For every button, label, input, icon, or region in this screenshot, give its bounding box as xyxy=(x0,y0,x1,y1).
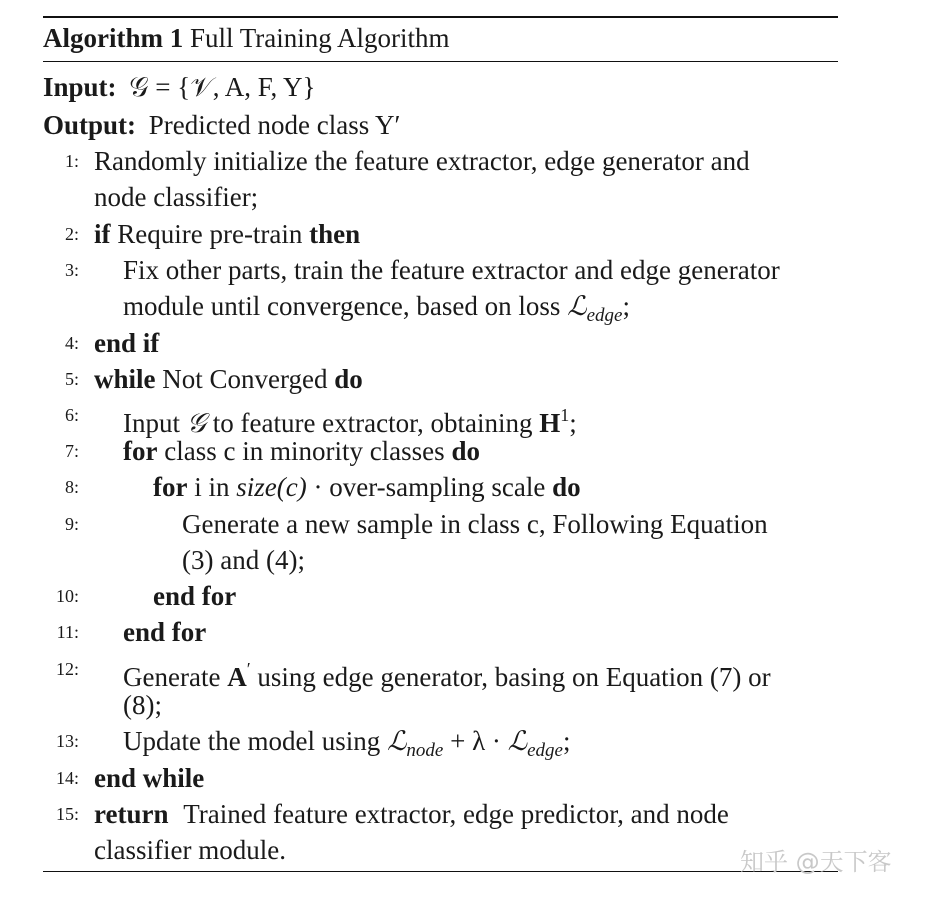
step-text xyxy=(94,216,360,252)
step-text: module until convergence, based on loss ℒ$_{edge}$; xyxy=(123,291,630,326)
graph-symbol: 𝒢 xyxy=(186,408,206,439)
step-text: return Trained feature extractor, edge predictor, and node xyxy=(94,799,729,829)
keyword: end for xyxy=(123,617,207,647)
line-number: 1: xyxy=(64,151,79,171)
step-text: Update the model using ℒ$_{node}$ + λ · ℒ$_{edge}$; xyxy=(123,726,571,761)
loss-subscript: edge xyxy=(586,305,623,326)
keyword: do xyxy=(334,364,363,394)
input-label: Input: xyxy=(43,72,117,102)
step-text xyxy=(94,325,159,361)
line-number: 10: xyxy=(55,586,79,606)
step-text xyxy=(123,614,206,650)
algorithm-label: Algorithm 1 xyxy=(43,23,184,53)
size-function: size xyxy=(236,472,277,502)
line-number: 2: xyxy=(64,224,79,244)
line-number: 12: xyxy=(55,659,79,679)
output-value: Predicted node class Y′ xyxy=(148,110,401,140)
condition: class c in minority classes xyxy=(164,436,445,466)
keyword: return xyxy=(94,799,169,829)
keyword: then xyxy=(309,219,361,249)
keyword: for xyxy=(123,436,158,466)
input-value: 𝒢 = {𝒱, A, F, Y} xyxy=(129,72,316,102)
loss-symbol: ℒ xyxy=(386,726,407,757)
line-number: 7: xyxy=(64,441,79,461)
loss-subscript: node xyxy=(406,740,444,761)
step-text: for i in size(c) · over-sampling scale do xyxy=(153,472,581,502)
watermark: 知乎 @天下客 xyxy=(740,848,892,876)
line-number: 6: xyxy=(64,405,79,425)
step-text xyxy=(153,578,236,614)
keyword: end if xyxy=(94,328,160,358)
operator: + λ · xyxy=(450,726,501,756)
bottom-rule xyxy=(43,871,838,872)
condition: Not Converged xyxy=(162,364,328,394)
step-text: Generate A′ using edge generator, basing on Equation (7) or xyxy=(123,659,771,692)
line-number: 3: xyxy=(64,260,79,280)
step-text: Input 𝒢 to feature extractor, obtaining $H^1$; xyxy=(123,405,577,439)
step-text xyxy=(94,361,363,397)
step-text: (3) and (4); xyxy=(182,545,305,575)
keyword: end for xyxy=(153,581,237,611)
step-text: Fix other parts, train the feature extractor and edge generator xyxy=(123,255,780,285)
step-text: (8); xyxy=(123,690,162,720)
keyword: for xyxy=(153,472,188,502)
step-text: Randomly initialize the feature extractor, edge generator and xyxy=(94,146,750,176)
loss-subscript: edge xyxy=(527,740,563,761)
h-superscript: 1 xyxy=(560,405,570,425)
output-label: Output: xyxy=(43,110,137,140)
line-number: 15: xyxy=(55,804,79,824)
input-line xyxy=(43,69,316,105)
loss-symbol: ℒ xyxy=(507,726,528,757)
keyword: if xyxy=(94,219,111,249)
output-line xyxy=(43,107,400,143)
step-text xyxy=(94,760,204,796)
line-number: 8: xyxy=(64,477,79,497)
line-number: 9: xyxy=(64,514,79,534)
a-prime: ′ xyxy=(246,659,251,679)
algorithm-title xyxy=(43,20,450,56)
algorithm-name: Full Training Algorithm xyxy=(189,23,450,53)
line-number: 14: xyxy=(55,768,79,788)
step-text: node classifier; xyxy=(94,182,259,212)
step-text: Generate a new sample in class c, Following Equation xyxy=(182,509,768,539)
line-number: 5: xyxy=(64,369,79,389)
line-number: 11: xyxy=(56,622,79,642)
keyword: do xyxy=(552,472,581,502)
title-rule xyxy=(43,61,838,62)
step-text xyxy=(123,433,480,469)
top-rule xyxy=(43,16,838,18)
loss-symbol: ℒ xyxy=(567,291,587,322)
h-symbol: H xyxy=(539,408,561,438)
a-symbol: A xyxy=(227,662,247,692)
line-number: 4: xyxy=(64,333,79,353)
condition: Require pre-train xyxy=(117,219,303,249)
keyword: do xyxy=(451,436,480,466)
keyword: end while xyxy=(94,763,205,793)
keyword: while xyxy=(94,364,156,394)
line-number: 13: xyxy=(55,731,79,751)
step-text: classifier module. xyxy=(94,835,286,865)
